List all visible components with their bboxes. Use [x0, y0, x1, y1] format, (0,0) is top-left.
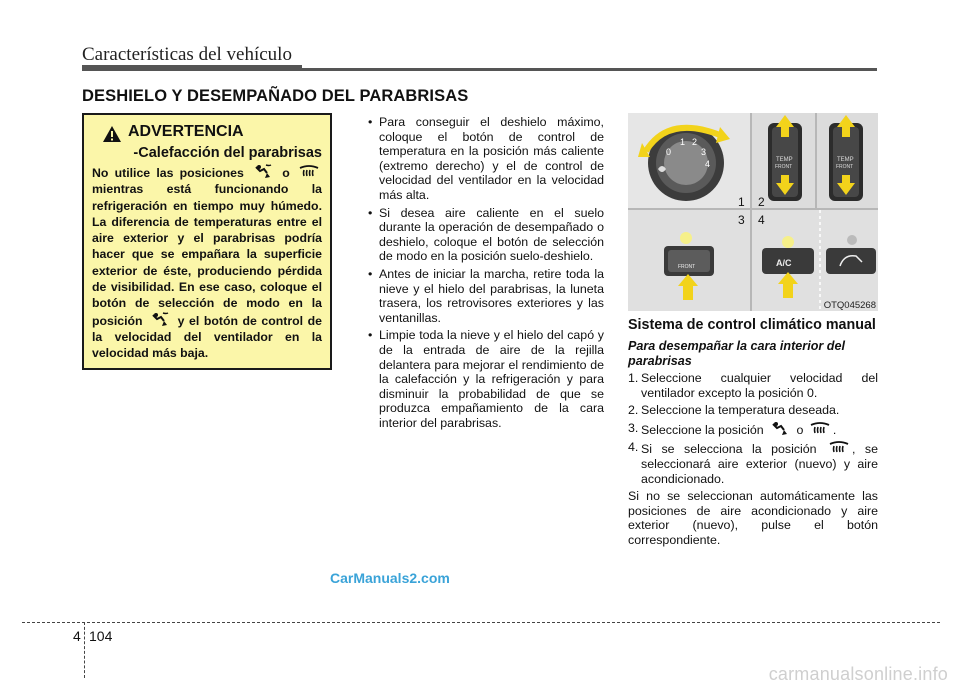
bullet-mark: • [368, 328, 373, 343]
warning-triangle-icon [102, 125, 122, 143]
defrost-button-illustration [628, 210, 750, 311]
front-label: FRONT [775, 164, 793, 170]
temp-label: TEMP [837, 157, 854, 163]
warning-text-part: y el botón de control de la velocidad del ventilador en la velocidad más baja. [92, 313, 322, 361]
footer-divider [84, 622, 85, 678]
fan-knob-panel [628, 113, 750, 208]
temp-button-illustration [752, 113, 815, 208]
ac-button-illustration [752, 210, 878, 311]
figure-label-2: 2 [758, 195, 765, 208]
manual-heading: Sistema de control climático manual [628, 317, 876, 333]
list-item: • Para conseguir el deshielo máximo, coloque el botón de control de temperatura en la posición más caliente (extremo derecho) y el de control de velocidad del ventilador en la velocidad más alta. [368, 115, 604, 202]
warning-text-part: mientras está funcionando la refrigeración en tiempo muy húmedo. La diferencia de temperaturas entre el aire exterior y el parabrisas podría hacer que se empañara la superficie exterior de éste, produciendo pérdida de visibilidad. En ese caso, coloque el botón de selección de modo en la posición [92, 182, 322, 328]
floor-defrost-icon [150, 312, 170, 328]
list-item: • Si desea aire caliente en el suelo durante la operación de desempañado o deshielo, coloque el botón de selección de modo en la posición suelo-deshielo. [368, 205, 604, 264]
figure-label-3: 3 [738, 213, 745, 227]
fan-knob-illustration [628, 113, 750, 208]
figure-label-1: 1 [738, 195, 745, 208]
bullet-mark: • [368, 205, 373, 220]
front-label: FRONT [678, 264, 696, 270]
site-watermark: carmanualsonline.info [768, 664, 948, 684]
knob-number: 2 [692, 137, 698, 147]
temp-button-panel-left [752, 113, 815, 208]
header-rule [82, 68, 877, 71]
front-label: FRONT [836, 164, 854, 170]
list-item: • Limpie toda la nieve y el hielo del capó y de la entrada de aire de la rejilla delantera para mejorar el rendimiento de la calefacción y la refrigeración y para disminuir la probabilidad de que se produzca empañamiento de la cara interior del parabrisas. [368, 328, 604, 430]
ac-button-panel [752, 210, 878, 311]
temp-button-illustration [817, 113, 878, 208]
chapter-number: 4 [73, 628, 81, 644]
page-number: 104 [89, 628, 113, 644]
warning-subtitle: -Calefacción del parabrisas [133, 145, 322, 161]
floor-defrost-icon [770, 421, 790, 437]
warning-box [82, 113, 332, 370]
list-item: • Antes de iniciar la marcha, retire toda la nieve y el hielo del parabrisas, la luneta trasera, los retrovisores exteriores y las ventanillas. [368, 266, 604, 325]
ac-label: A/C [776, 258, 792, 268]
step-item: 4. Si se selecciona la posición , se seleccionará aire exterior (nuevo) y aire acondicionado. [628, 440, 878, 486]
warning-text-part: o [282, 166, 290, 180]
knob-number: 4 [705, 159, 711, 169]
defrost-icon [829, 440, 849, 456]
floor-defrost-icon [253, 164, 273, 180]
defrost-icon [810, 421, 830, 437]
manual-subheading: Para desempañar la cara interior del parabrisas [628, 339, 845, 368]
climate-control-figure [628, 113, 878, 311]
section-heading: DESHIELO Y DESEMPAÑADO DEL PARABRISAS [82, 87, 469, 105]
warning-text-part: No utilice las posiciones [92, 166, 244, 180]
figure-label-4: 4 [758, 213, 765, 227]
defrost-button-panel [628, 210, 750, 311]
running-header: Características del vehículo [82, 44, 292, 65]
footer-rule [22, 622, 940, 623]
bullet-mark: • [368, 266, 373, 281]
knob-number: 1 [680, 137, 686, 147]
warning-text [92, 164, 322, 362]
knob-number: 0 [666, 147, 672, 157]
step-item: 2. Seleccione la temperatura deseada. [628, 403, 840, 418]
watermark: CarManuals2.com [330, 570, 450, 586]
manual-paragraph: Si no se seleccionan automáticamente las posiciones de aire acondicionado y aire exterior (nuevo), pulse el botón correspondiente. [628, 489, 878, 547]
bullet-list [368, 115, 604, 433]
temp-button-panel-right [817, 113, 878, 208]
warning-header [92, 123, 322, 143]
temp-label: TEMP [776, 157, 793, 163]
manual-climate-section [628, 317, 878, 548]
step-item: 1. Seleccione cualquier velocidad del ventilador excepto la posición 0. [628, 371, 878, 400]
bullet-mark: • [368, 115, 373, 129]
warning-title: ADVERTENCIA [128, 123, 244, 140]
knob-number: 3 [701, 147, 707, 157]
step-item: 3. Seleccione la posición o . [628, 420, 837, 437]
figure-caption: OTQ045268 [823, 300, 876, 311]
defrost-icon [299, 164, 319, 180]
